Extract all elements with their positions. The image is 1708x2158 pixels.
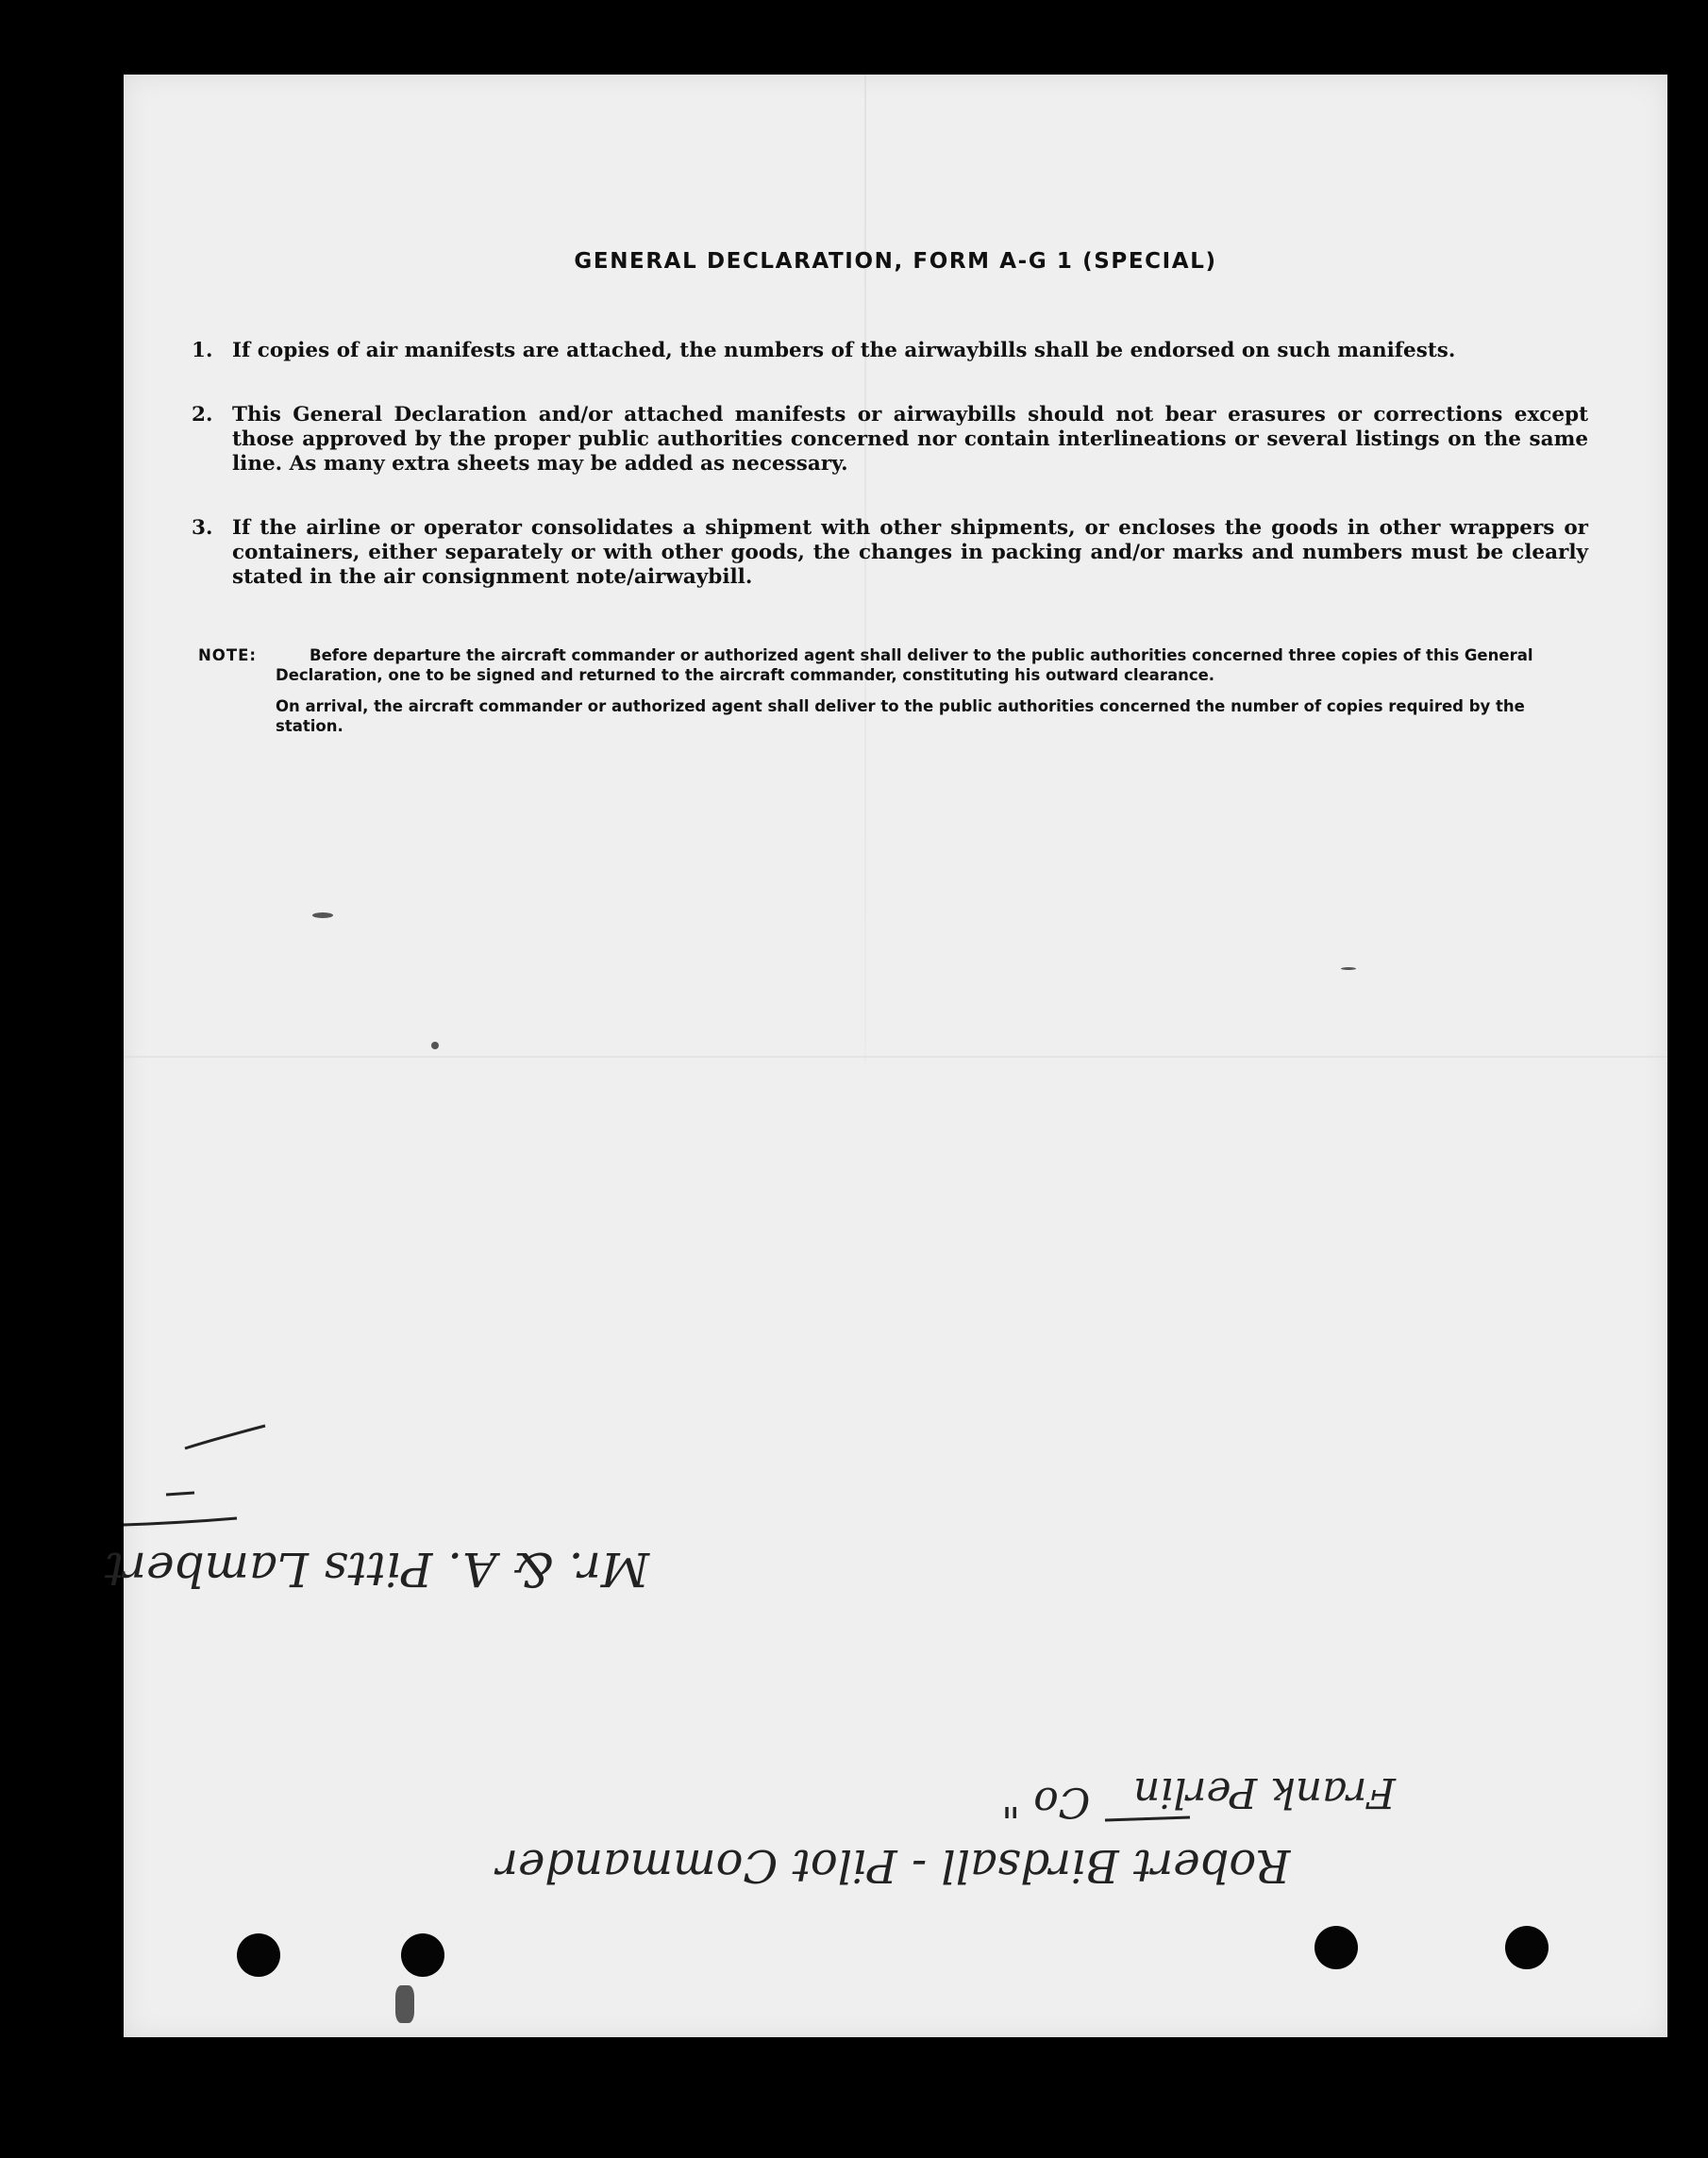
form-title: GENERAL DECLARATION, FORM A-G 1 (SPECIAL) [574, 249, 1217, 274]
scan-speck [312, 912, 333, 918]
pen-stroke [1105, 1817, 1190, 1820]
item-text: If the airline or operator consolidates a shipment with other shipments, or encloses the goods in other wrappers or containers, either separately or with other goods, the changes in packing and/or marks and numbers must be clearly stated in the air consignment note/airwaybill. [232, 516, 1588, 589]
punch-hole [1505, 1926, 1549, 1969]
scan-speck [431, 1042, 439, 1049]
note-paragraph-departure: Before departure the aircraft commander or authorized agent shall deliver to the public authorities concerned three copies of this General Declaration, one to be signed and returned to the aircraft commander, constituting his outward clearance. [276, 646, 1533, 684]
scan-speck [1341, 967, 1356, 970]
punch-hole [1314, 1926, 1358, 1969]
handwritten-name-3: Co " [1001, 1778, 1091, 1826]
punch-hole [237, 1933, 280, 1977]
pen-stroke [124, 1518, 237, 1525]
note-paragraph-arrival: On arrival, the aircraft commander or authorized agent shall deliver to the public authorities concerned the number of copies required by the station. [276, 697, 1525, 735]
item-text: If copies of air manifests are attached, the numbers of the airwaybills shall be endorsed on such manifests. [232, 339, 1456, 362]
item-number: 3. [192, 516, 213, 540]
item-number: 2. [192, 403, 213, 427]
scan-speck [395, 1985, 414, 2023]
item-text: This General Declaration and/or attached manifests or airwaybills should not bear erasures or corrections except those approved by the proper public authorities concerned nor contain interlineations or several listings on the same line. As many extra sheets may be added as necessary. [232, 403, 1588, 476]
handwritten-name-2: Frank Perlin [1133, 1768, 1396, 1816]
item-number: 1. [192, 339, 213, 362]
pen-stroke [185, 1426, 265, 1448]
handwriting-strokes [124, 75, 1667, 2037]
form-page [105, 75, 1667, 2037]
note-label: NOTE: [198, 646, 257, 664]
handwritten-name-4: Robert Birdsall - Pilot Commander [496, 1839, 1291, 1892]
punch-hole [401, 1933, 444, 1977]
handwritten-name-1: Mr. & A. Pitts Lambert [105, 1542, 650, 1597]
pen-stroke [166, 1493, 194, 1495]
